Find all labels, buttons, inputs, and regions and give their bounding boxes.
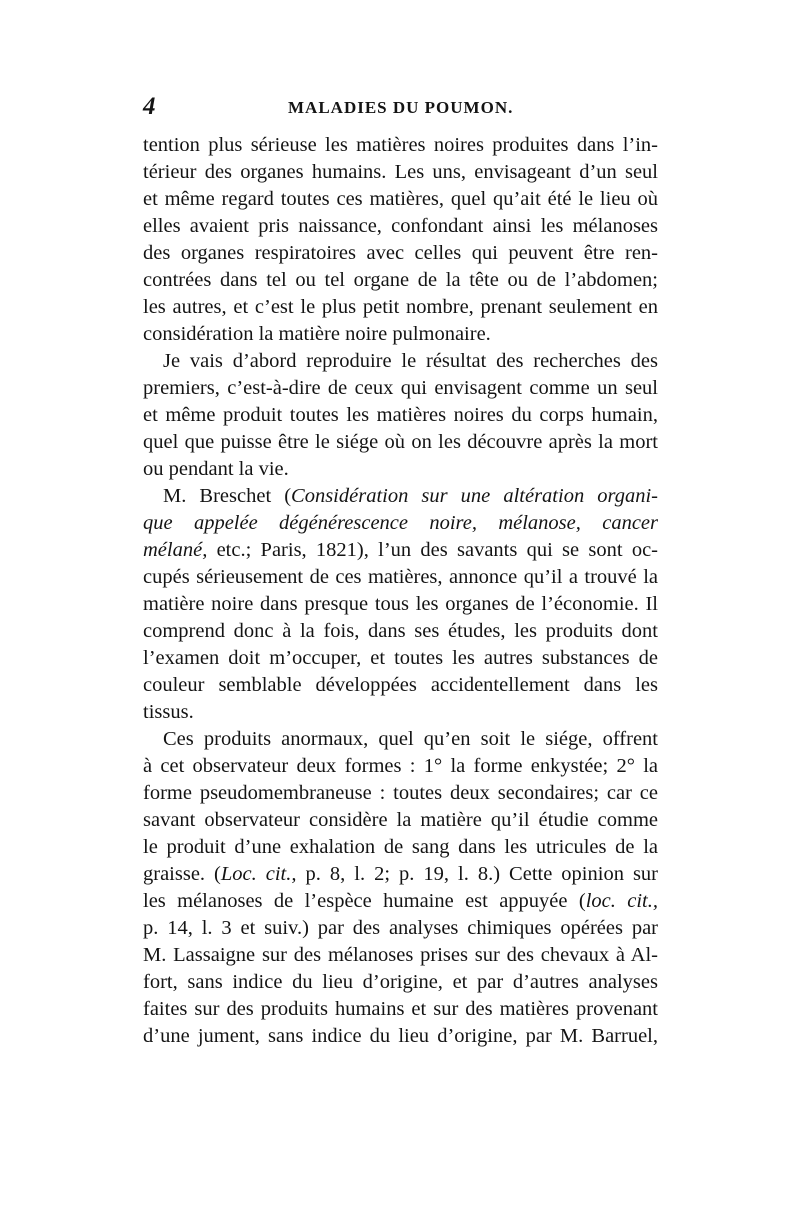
text-line: le produit d’une exhalation de sang dans les utricules de la (143, 836, 658, 858)
text-line: M. Lassaigne sur des mélanoses prises sur des chevaux à Al- (143, 944, 658, 966)
paragraph-2 (143, 348, 658, 483)
text-line: tissus. (143, 701, 194, 723)
text-line: et même produit toutes les matières noires du corps humain, (143, 404, 658, 426)
text-line (143, 537, 658, 564)
text-line: savant observateur considère la matière qu’il étudie comme (143, 809, 658, 831)
text-run: p. 8, l. 2; p. 19, l. 8.) Cette opinion sur (296, 863, 658, 885)
paragraph-3 (143, 483, 658, 726)
text-line (143, 510, 658, 537)
citation-title: que appelée dégénérescence noire, mélanose, cancer (143, 512, 658, 534)
text-line: ou pendant la vie. (143, 458, 289, 480)
text-line: matière noire dans presque tous les organes de l’économie. Il (143, 593, 658, 615)
text-line: les autres, et c’est le plus petit nombre, prenant seulement en (143, 296, 658, 318)
text-line: l’examen doit m’occuper, et toutes les autres substances de (143, 647, 658, 669)
text-line: tention plus sérieuse les matières noires produites dans l’in- (143, 134, 658, 156)
text-line: quel que puisse être le siége où on les découvre après la mort (143, 431, 658, 453)
paragraph-1 (143, 132, 658, 348)
text-line: premiers, c’est-à-dire de ceux qui envisagent comme un seul (143, 377, 658, 399)
text-line: cupés sérieusement de ces matières, annonce qu’il a trouvé la (143, 566, 658, 588)
page-number: 4 (143, 93, 156, 120)
citation-title: Considération sur une altération organi- (291, 485, 658, 507)
body-text (143, 132, 658, 1050)
citation-ref: loc. cit., (585, 890, 658, 912)
text-line (143, 888, 658, 915)
paragraph-4 (143, 726, 658, 1050)
text-line: p. 14, l. 3 et suiv.) par des analyses chimiques opérées par (143, 917, 658, 939)
text-line: et même regard toutes ces matières, quel qu’ait été le lieu où (143, 188, 658, 210)
text-line: d’une jument, sans indice du lieu d’origine, par M. Barruel, (143, 1025, 658, 1047)
text-run: etc.; Paris, 1821), l’un des savants qui se sont oc- (207, 539, 658, 561)
text-line: térieur des organes humains. Les uns, envisageant d’un seul (143, 161, 658, 183)
text-line: forme pseudomembraneuse : toutes deux secondaires; car ce (143, 782, 658, 804)
text-line: faites sur des produits humains et sur des matières provenant (143, 998, 658, 1020)
running-title: MALADIES DU POUMON. (288, 98, 514, 117)
citation-title: mélané, (143, 539, 208, 561)
text-line: couleur semblable développées accidentellement dans les (143, 674, 658, 696)
text-line: comprend donc à la fois, dans ses études, les produits dont (143, 620, 658, 642)
text-run: les mélanoses de l’espèce humaine est appuyée ( (143, 890, 586, 912)
text-line: à cet observateur deux formes : 1° la forme enkystée; 2° la (143, 755, 658, 777)
text-line (143, 861, 658, 888)
text-run: M. Breschet ( (163, 485, 292, 507)
citation-ref: Loc. cit., (220, 863, 297, 885)
running-head (143, 92, 658, 122)
text-line: fort, sans indice du lieu d’origine, et par d’autres analyses (143, 971, 658, 993)
text-line: contrées dans tel ou tel organe de la tête ou de l’abdomen; (143, 269, 658, 291)
text-line: Ces produits anormaux, quel qu’en soit le siége, offrent (163, 728, 658, 750)
text-line: elles avaient pris naissance, confondant ainsi les mélanoses (143, 215, 658, 237)
text-line: Je vais d’abord reproduire le résultat des recherches des (163, 350, 658, 372)
text-line: des organes respiratoires avec celles qui peuvent être ren- (143, 242, 658, 264)
text-run: graisse. ( (143, 863, 221, 885)
text-line (143, 483, 658, 510)
text-line: considération la matière noire pulmonaire. (143, 323, 491, 345)
